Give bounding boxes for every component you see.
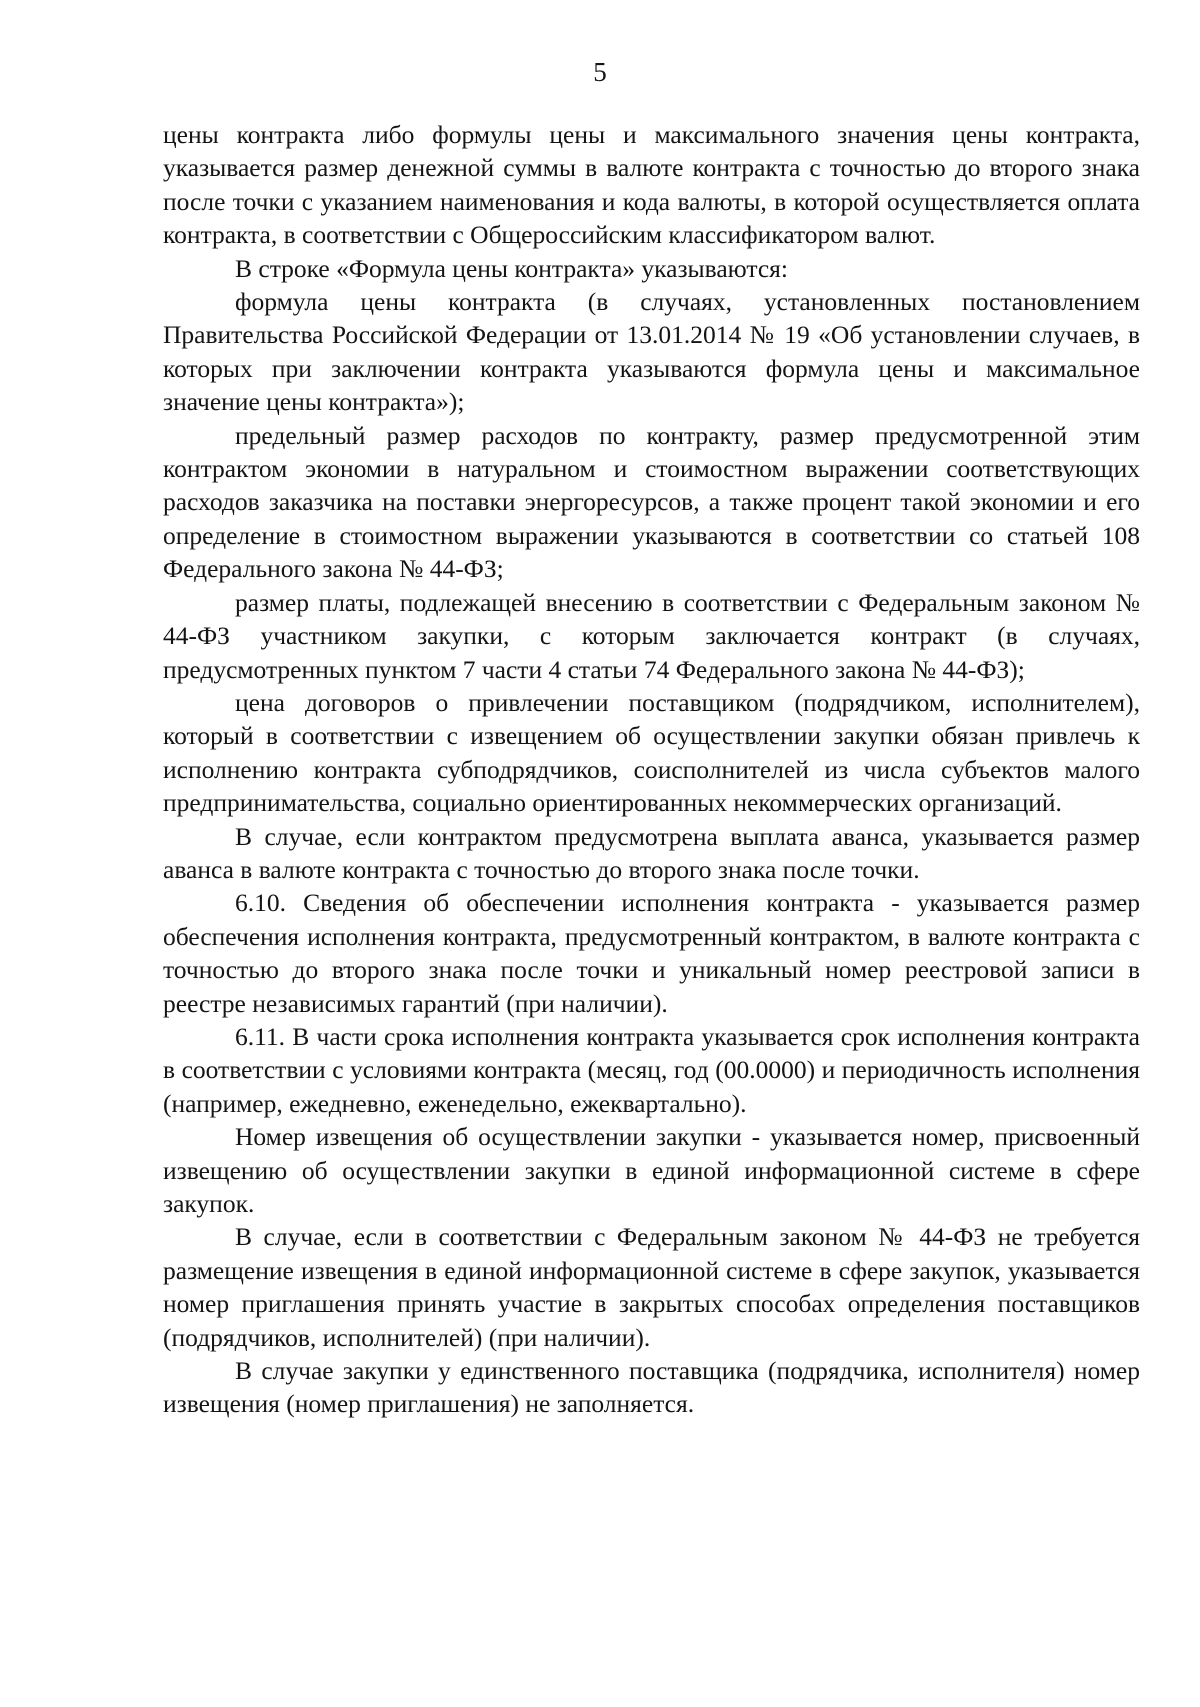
paragraph-notice-number: Номер извещения об осуществлении закупки - указывается номер, присвоенный извещению об осуществлении закупки в единой информационной системе в сфере закупок. (163, 1122, 1140, 1218)
paragraph-participant-fee: размер платы, подлежащей внесению в соответствии с Федеральным законом № 44-ФЗ участником закупки, с которым заключается контракт (в случаях, предусмотренных пунктом 7 части 4 статьи 74 Федерального закона № 44-ФЗ); (163, 587, 1140, 684)
paragraph-expense-limit: предельный размер расходов по контракту, размер предусмотренной этим контрактом экономии в натуральном и стоимостном выражении соответствующих расходов заказчика на поставки энергоресурсов, а также процент такой экономии и его определение в стоимостном выражении указываются в соответствии со статьей 108 Федерального закона № 44-ФЗ; (163, 420, 1140, 584)
paragraph-subcontract-price: цена договоров о привлечении поставщиком (подрядчиком, исполнителем), который в соответствии с извещением об осуществлении закупки обязан привлечь к исполнению контракта субподрядчиков, соисполнителей из числа субъектов малого предпринимательства, социально ориентированных некоммерческих организаций. (163, 687, 1140, 818)
paragraph-section-6-11: 6.11. В части срока исполнения контракта указывается срок исполнения контракта в соответствии с условиями контракта (месяц, год (00.0000) и периодичность исполнения (например, ежедневно, еженедельно, ежеквартально). (163, 1021, 1140, 1118)
paragraph-advance: В случае, если контрактом предусмотрена выплата аванса, указывается размер аванса в валюте контракта с точностью до второго знака после точки. (163, 821, 1140, 884)
paragraph-formula-row: В строке «Формула цены контракта» указываются: (235, 253, 788, 283)
paragraph-formula-price: формула цены контракта (в случаях, установленных постановлением Правительства Российской Федерации от 13.01.2014 № 19 «Об установлении случаев, в которых при заключении контракта указываются формула цены и максимальное значение цены контракта»); (163, 287, 1140, 417)
paragraph-price-currency: цены контракта либо формулы цены и максимального значения цены контракта, указывается размер денежной суммы в валюте контракта с точностью до второго знака после точки с указанием наименования и кода валюты, в которой осуществляется оплата контракта, в соответствии с Общероссийским классификатором валют. (163, 120, 1140, 250)
paragraph-invitation-number: В случае, если в соответствии с Федеральным законом № 44-ФЗ не требуется размещение извещения в единой информационной системе в сфере закупок, указывается номер приглашения принять участие в закрытых способах определения поставщиков (подрядчиков, исполнителей) (при наличии). (163, 1222, 1140, 1352)
paragraph-single-supplier: В случае закупки у единственного поставщика (подрядчика, исполнителя) номер извещения (номер приглашения) не заполняется. (163, 1356, 1140, 1419)
page-number: 5 (593, 57, 607, 87)
paragraph-section-6-10: 6.10. Сведения об обеспечении исполнения контракта - указывается размер обеспечения исполнения контракта, предусмотренный контрактом, в валюте контракта с точностью до второго знака после точки и уникальный номер реестровой записи в реестре независимых гарантий (при наличии). (163, 888, 1140, 1018)
document-body (163, 118, 1140, 1421)
